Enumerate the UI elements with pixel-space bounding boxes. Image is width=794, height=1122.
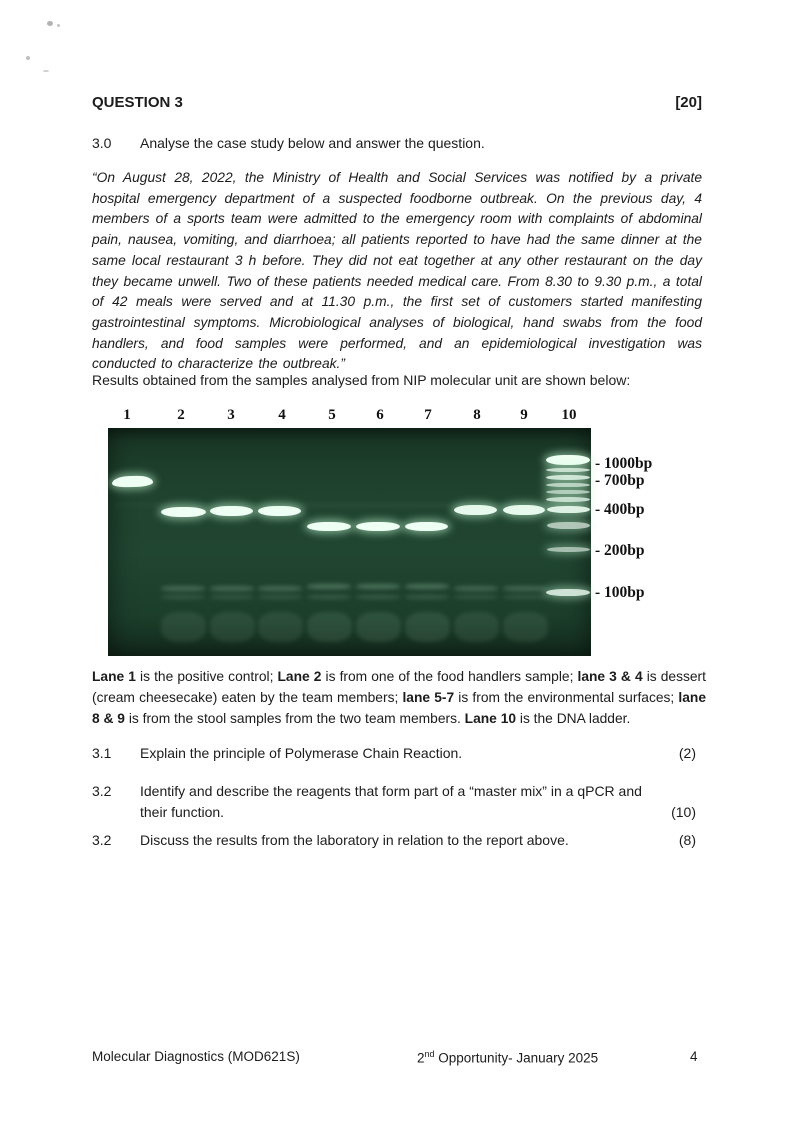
- gel-lane-number: 5: [328, 407, 336, 423]
- question-text: Explain the principle of Polymerase Chain Reaction.: [140, 745, 463, 761]
- question-3-1: [92, 743, 696, 764]
- gel-smear: [405, 595, 449, 599]
- gel-band: [307, 522, 351, 531]
- gel-band: [547, 547, 590, 552]
- gel-bp-label: - 100bp: [595, 584, 645, 601]
- gel-smear: [258, 586, 302, 591]
- gel-smear: [503, 586, 547, 591]
- gel-smear: [454, 595, 498, 599]
- gel-band: [546, 589, 590, 596]
- gel-bp-label: - 200bp: [595, 542, 645, 559]
- scan-mark: [43, 70, 49, 72]
- gel-lane-number: 2: [177, 407, 185, 423]
- question-text: Identify and describe the reagents that form part of a “master mix” in a qPCR and their function.: [140, 783, 642, 820]
- question-number: 3.1: [92, 745, 112, 761]
- scan-mark: [57, 24, 60, 27]
- gel-band: [112, 475, 153, 487]
- footer-session: 2nd Opportunity- January 2025: [417, 1049, 599, 1066]
- gel-band: [547, 506, 590, 513]
- gel-caption: Lane 1 is the positive control; Lane 2 is from one of the food handlers sample; lane 3 & 4 is dessert (cream cheesecake) eaten by the team members; lane 5-7 is from the environmental surfaces; lane 8 & 9 is from the stool samples from the two team members. Lane 10 is the DNA ladder.: [92, 669, 707, 726]
- gel-smear: [405, 584, 449, 589]
- gel-smear: [356, 595, 400, 599]
- question-marks: (2): [678, 745, 696, 761]
- gel-band: [546, 475, 590, 480]
- gel-band: [546, 455, 590, 465]
- gel-bp-label: - 400bp: [595, 501, 645, 518]
- question-total-marks: [20]: [675, 94, 702, 111]
- gel-smear: [210, 586, 254, 591]
- gel-smear: [454, 612, 499, 642]
- gel-band: [546, 490, 590, 494]
- gel-smear: [161, 595, 205, 599]
- gel-smear: [405, 612, 450, 642]
- gel-smear: [210, 595, 254, 599]
- gel-smear: [161, 586, 205, 591]
- gel-lane-number: 10: [561, 407, 577, 423]
- question-title: QUESTION 3: [92, 94, 183, 111]
- gel-smear: [503, 612, 548, 642]
- question-number: 3.2: [92, 832, 112, 848]
- gel-lane-number: 3: [227, 407, 235, 423]
- gel-band: [356, 522, 400, 531]
- gel-smear: [356, 612, 401, 642]
- gel-band: [258, 506, 301, 516]
- scan-mark: [26, 56, 30, 60]
- gel-smear: [503, 595, 547, 599]
- gel-smear: [210, 612, 255, 642]
- question-header: [92, 94, 702, 111]
- gel-lane-number: 9: [520, 407, 528, 423]
- gel-lane-number: 7: [424, 407, 432, 423]
- gel-image: [108, 428, 591, 656]
- gel-band: [405, 522, 448, 531]
- gel-smear: [454, 586, 498, 591]
- intro-text: Analyse the case study below and answer the question.: [140, 135, 485, 151]
- gel-smear: [258, 612, 303, 642]
- footer-page-number: 4: [690, 1049, 698, 1064]
- gel-lane-number: 4: [278, 407, 286, 423]
- question-marks: (8): [678, 832, 696, 848]
- gel-smear: [307, 612, 352, 642]
- footer-course: Molecular Diagnostics (MOD621S): [92, 1049, 300, 1064]
- question-number: 3.2: [92, 783, 112, 799]
- gel-bp-label: - 1000bp: [595, 455, 653, 472]
- gel-smear: [161, 612, 206, 642]
- case-study-paragraph: “On August 28, 2022, the Ministry of Health and Social Services was notified by a private hospital emergency department of a suspected foodborne outbreak. On the previous day, 4 members of a sports team were admitted to the emergency room with complaints of abdominal pain, nausea, vomiting, and diarrhoea; all patients reported to have had the same dinner at the same local restaurant 3 h before. They did not eat together at any other restaurant on the day they became unwell. Two of these patients needed medical care. From 8.30 to 9.30 p.m., a total of 42 meals were served and at 11.30 p.m., the first set of customers started manifesting gastrointestinal symptoms. Microbiological analyses of biological, hand swabs from the food handlers, and food samples were performed, and an epidemiological investigation was conducted to characterize the outbreak.”: [92, 170, 702, 372]
- results-line: Results obtained from the samples analysed from NIP molecular unit are shown below:: [92, 372, 631, 388]
- intro-number: 3.0: [92, 135, 112, 151]
- gel-band: [546, 483, 590, 487]
- gel-smear: [356, 584, 400, 589]
- question-intro: [92, 135, 702, 151]
- question-marks: (10): [671, 803, 696, 820]
- question-text: Discuss the results from the laboratory in relation to the report above.: [140, 832, 569, 848]
- gel-smear: [307, 584, 351, 589]
- question-3-2b: [92, 830, 696, 851]
- scan-mark: [47, 21, 53, 26]
- question-3-2a: [92, 781, 696, 822]
- gel-lane-number: 8: [473, 407, 481, 423]
- gel-band: [161, 507, 206, 517]
- gel-smear: [307, 595, 351, 599]
- gel-band: [546, 497, 590, 502]
- gel-band: [210, 506, 253, 516]
- gel-smear: [113, 503, 589, 507]
- gel-smear: [258, 595, 302, 599]
- gel-bp-label: - 700bp: [595, 472, 645, 489]
- gel-band: [547, 522, 590, 529]
- gel-lane-number: 6: [376, 407, 384, 423]
- gel-lane-number: 1: [123, 407, 131, 423]
- gel-band: [546, 468, 590, 472]
